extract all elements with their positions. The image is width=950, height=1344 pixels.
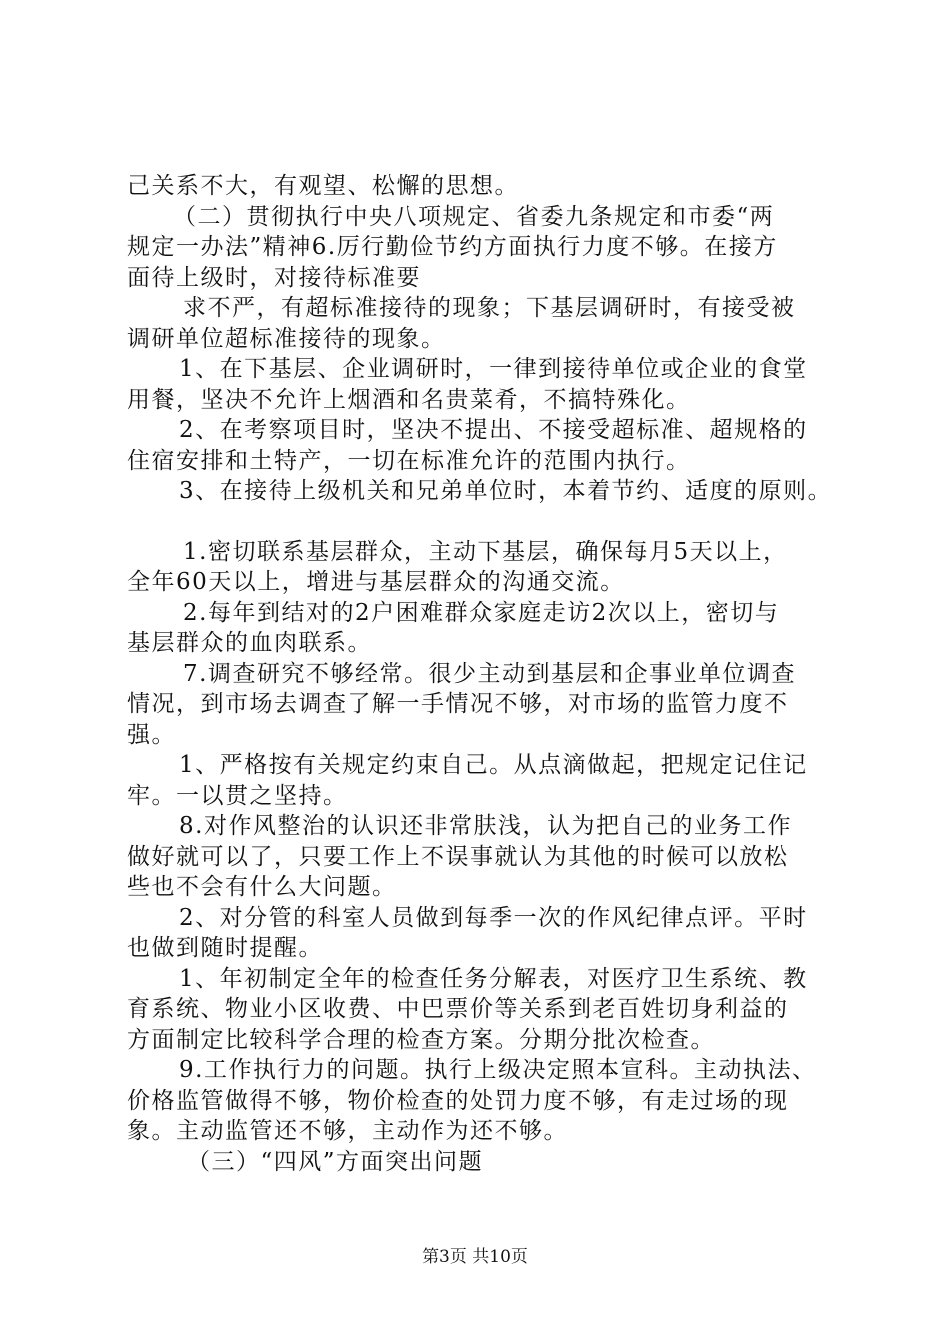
text-line: 用餐，坚决不允许上烟酒和名贵菜肴，不搞特殊化。 xyxy=(127,386,691,413)
text-line: 1.密切联系基层群众，主动下基层，确保每月5天以上， xyxy=(183,538,788,565)
paragraph-gap xyxy=(127,507,837,537)
section-heading: （二）贯彻执行中央八项规定、省委九条规定和市委“两 xyxy=(173,203,775,230)
text-line: 强。 xyxy=(127,721,176,748)
text-line: 己关系不大，有观望、松懈的思想。 xyxy=(127,173,519,199)
text-line: 1、严格按有关规定约束自己。从点滴做起，把规定记住记 xyxy=(179,752,808,778)
text-line: 2、在考察项目时，坚决不提出、不接受超标准、超规格的 xyxy=(179,417,808,443)
text-line: 牢。一以贯之坚持。 xyxy=(127,782,348,809)
text-line: 1、年初制定全年的检查任务分解表，对医疗卫生系统、教 xyxy=(179,965,808,992)
text-line: 2、对分管的科室人员做到每季一次的作风纪律点评。平时 xyxy=(179,904,808,931)
text-line: 象。主动监管还不够，主动作为还不够。 xyxy=(127,1118,568,1144)
document-body xyxy=(127,171,837,1177)
text-line: 求不严，有超标准接待的现象；下基层调研时，有接受被 xyxy=(183,295,796,321)
text-line: 3、在接待上级机关和兄弟单位时，本着节约、适度的原则。 xyxy=(179,478,833,504)
text-line: 全年60天以上，增进与基层群众的沟通交流。 xyxy=(127,569,625,595)
text-line: 面待上级时，对接待标准要 xyxy=(127,264,421,291)
text-line: 2.每年到结对的2户困难群众家庭走访2次以上，密切与 xyxy=(183,599,780,626)
text-line: 基层群众的血肉联系。 xyxy=(127,630,372,656)
text-line: 调研单位超标准接待的现象。 xyxy=(127,325,446,352)
text-line: 些也不会有什么大问题。 xyxy=(127,874,397,900)
text-line: 方面制定比较科学合理的检查方案。分期分批次检查。 xyxy=(127,1026,715,1053)
section-heading: （三）“四风”方面突出问题 xyxy=(187,1148,484,1175)
text-line: 也做到随时提醒。 xyxy=(127,935,323,961)
text-line: 1、在下基层、企业调研时，一律到接待单位或企业的食堂 xyxy=(179,356,808,382)
text-line: 做好就可以了，只要工作上不误事就认为其他的时候可以放松 xyxy=(127,843,789,870)
text-line: 9.工作执行力的问题。执行上级决定照本宣科。主动执法、 xyxy=(179,1057,817,1083)
text-line: 7.调查研究不够经常。很少主动到基层和企事业单位调查 xyxy=(183,660,796,687)
text-line: 规定一办法”精神6.厉行勤俭节约方面执行力度不够。在接方 xyxy=(127,234,778,260)
text-line: 情况，到市场去调查了解一手情况不够，对市场的监管力度不 xyxy=(127,691,789,717)
text-line: 住宿安排和土特产，一切在标准允许的范围内执行。 xyxy=(127,447,691,474)
page-footer: 第3页 共10页 xyxy=(422,1247,528,1267)
text-line: 价格监管做得不够，物价检查的处罚力度不够，有走过场的现 xyxy=(127,1087,789,1114)
text-line: 8.对作风整治的认识还非常肤浅，认为把自己的业务工作 xyxy=(179,813,792,839)
text-line: 育系统、物业小区收费、中巴票价等关系到老百姓切身利益的 xyxy=(127,996,789,1022)
